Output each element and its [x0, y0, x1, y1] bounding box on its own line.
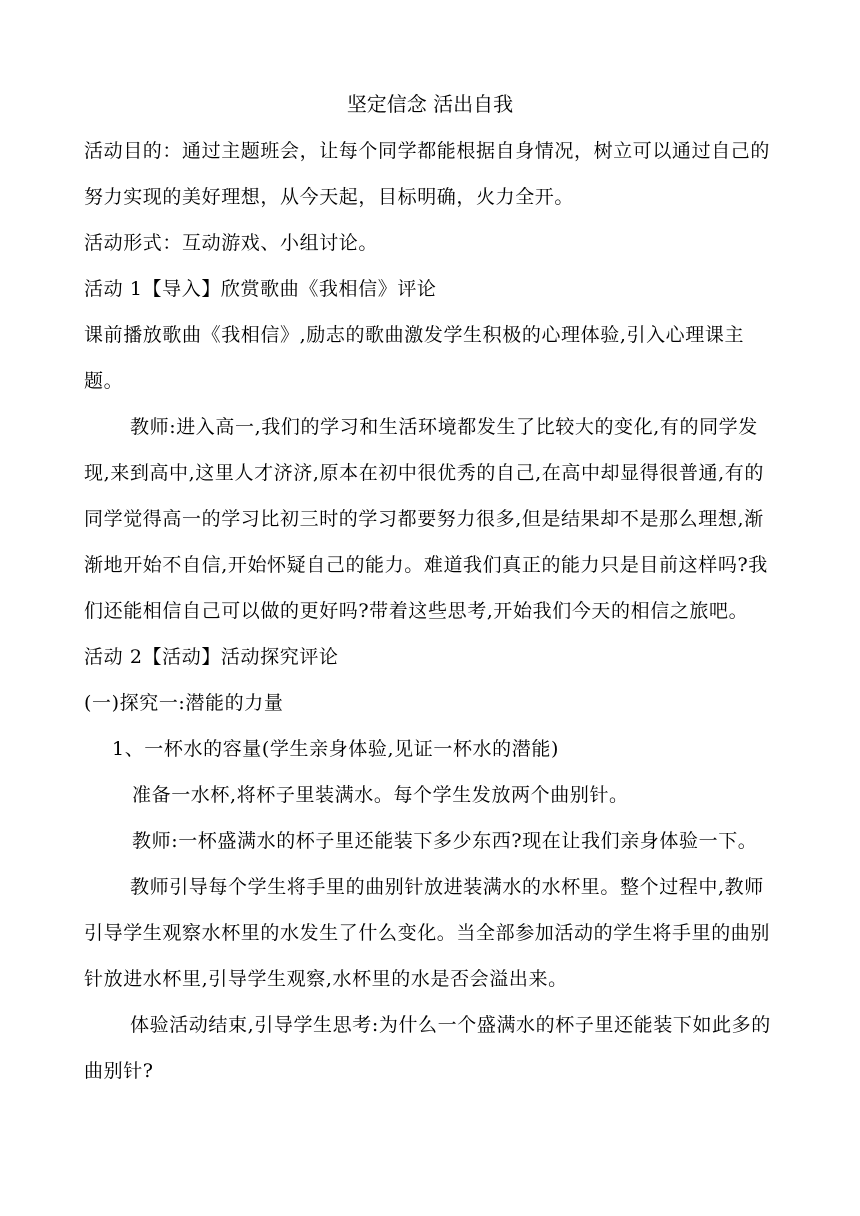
paragraph-activity-purpose: 活动目的：通过主题班会，让每个同学都能根据自身情况，树立可以通过自己的努力实现的美好理想，从今天起，目标明确，火力全开。 — [84, 140, 771, 208]
paragraph-teacher-question: 教师:一杯盛满水的杯子里还能装下多少东西?现在让我们亲身体验一下。 — [132, 830, 758, 852]
paragraph-activity-format: 活动形式：互动游戏、小组讨论。 — [84, 232, 379, 254]
heading-activity-1: 活动 1【导入】欣赏歌曲《我相信》评论 — [84, 278, 437, 300]
paragraph-teacher-intro: 教师:进入高一,我们的学习和生活环境都发生了比较大的变化,有的同学发现,来到高中,这里人才济济,原本在初中很优秀的自己,在高中却显得很普通,有的同学觉得高一的学习比初三时的学习都要努力很多,但是结果却不是那么理想,渐渐地开始不自信,开始怀疑自己的能力。难道我们真正的能力只是目前这样吗?我们还能相信自己可以做的更好吗?带着这些思考,开始我们今天的相信之旅吧。 — [84, 416, 768, 622]
paragraph-prepare-cup: 准备一水杯,将杯子里装满水。每个学生发放两个曲别针。 — [132, 784, 629, 806]
paragraph-song-intro: 课前播放歌曲《我相信》,励志的歌曲激发学生积极的心理体验,引入心理课主题。 — [84, 324, 745, 392]
document-body — [84, 128, 774, 1094]
paragraph-teacher-guide: 教师引导每个学生将手里的曲别针放进装满水的水杯里。整个过程中,教师引导学生观察水杯里的水发生了什么变化。当全部参加活动的学生将手里的曲别针放进水杯里,引导学生观察,水杯里的水是否会溢出来。 — [84, 876, 771, 990]
heading-explore-1: (一)探究一:潜能的力量 — [84, 692, 284, 714]
paragraph-reflection: 体验活动结束,引导学生思考:为什么一个盛满水的杯子里还能装下如此多的曲别针? — [84, 1014, 771, 1082]
heading-cup-capacity: 1、一杯水的容量(学生亲身体验,见证一杯水的潜能) — [112, 738, 559, 760]
heading-activity-2: 活动 2【活动】活动探究评论 — [84, 646, 339, 668]
document-title: 坚定信念 活出自我 — [346, 92, 514, 116]
